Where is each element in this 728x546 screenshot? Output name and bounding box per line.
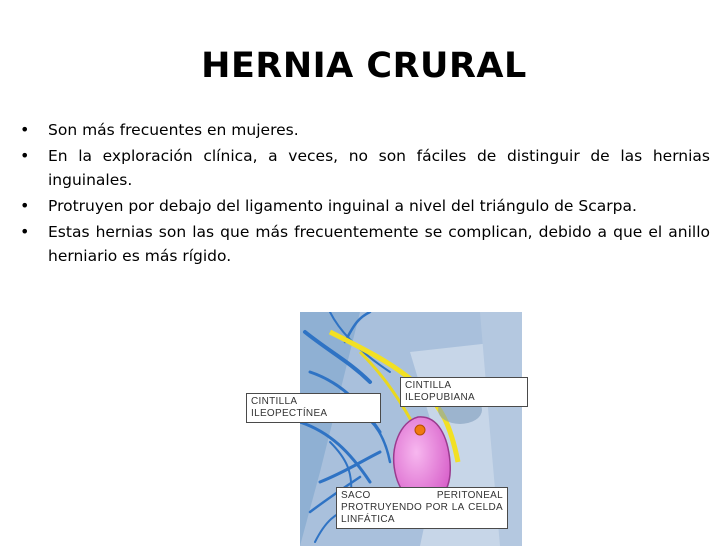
bullet-item — [18, 194, 710, 218]
bullet-item — [18, 118, 710, 142]
bullet-list — [18, 118, 710, 270]
bullet-icon: • — [20, 196, 30, 215]
label-saco-word: PERITONEAL — [436, 490, 503, 501]
label-saco-line1 — [341, 490, 503, 502]
bullet-text: Son más frecuentes en mujeres. — [48, 121, 299, 139]
bullet-icon: • — [20, 120, 30, 139]
bullet-text: Protruyen por debajo del ligamento inguinal a nivel del triángulo de Scarpa. — [48, 197, 637, 215]
label-saco-line2 — [341, 502, 503, 514]
label-saco-word: SACO — [341, 490, 371, 501]
bullet-text: Estas hernias son las que más frecuentemente se complican, debido a que el anillo herniario es más rígido. — [48, 223, 710, 265]
bullet-icon: • — [20, 222, 30, 241]
lymph-node — [415, 425, 425, 435]
label-saco-word: POR — [425, 502, 449, 513]
label-saco-word: CELDA — [468, 502, 503, 513]
bullet-text: En la exploración clínica, a veces, no son fáciles de distinguir de las hernias inguinales. — [48, 147, 710, 189]
bullet-item — [18, 144, 710, 192]
label-saco-line3: LINFÁTICA — [341, 514, 395, 525]
slide-title: HERNIA CRURAL — [201, 46, 527, 86]
bullet-item — [18, 220, 710, 268]
label-cintilla-ileopubiana: CINTILLA ILEOPUBIANA — [400, 377, 528, 407]
label-cintilla-ileopectinea: CINTILLA ILEOPECTÍNEA — [246, 393, 381, 423]
bullet-icon: • — [20, 146, 30, 165]
label-saco-word: PROTRUYENDO — [341, 502, 423, 513]
label-saco-word: LA — [451, 502, 465, 513]
label-saco-peritoneal — [336, 487, 508, 529]
